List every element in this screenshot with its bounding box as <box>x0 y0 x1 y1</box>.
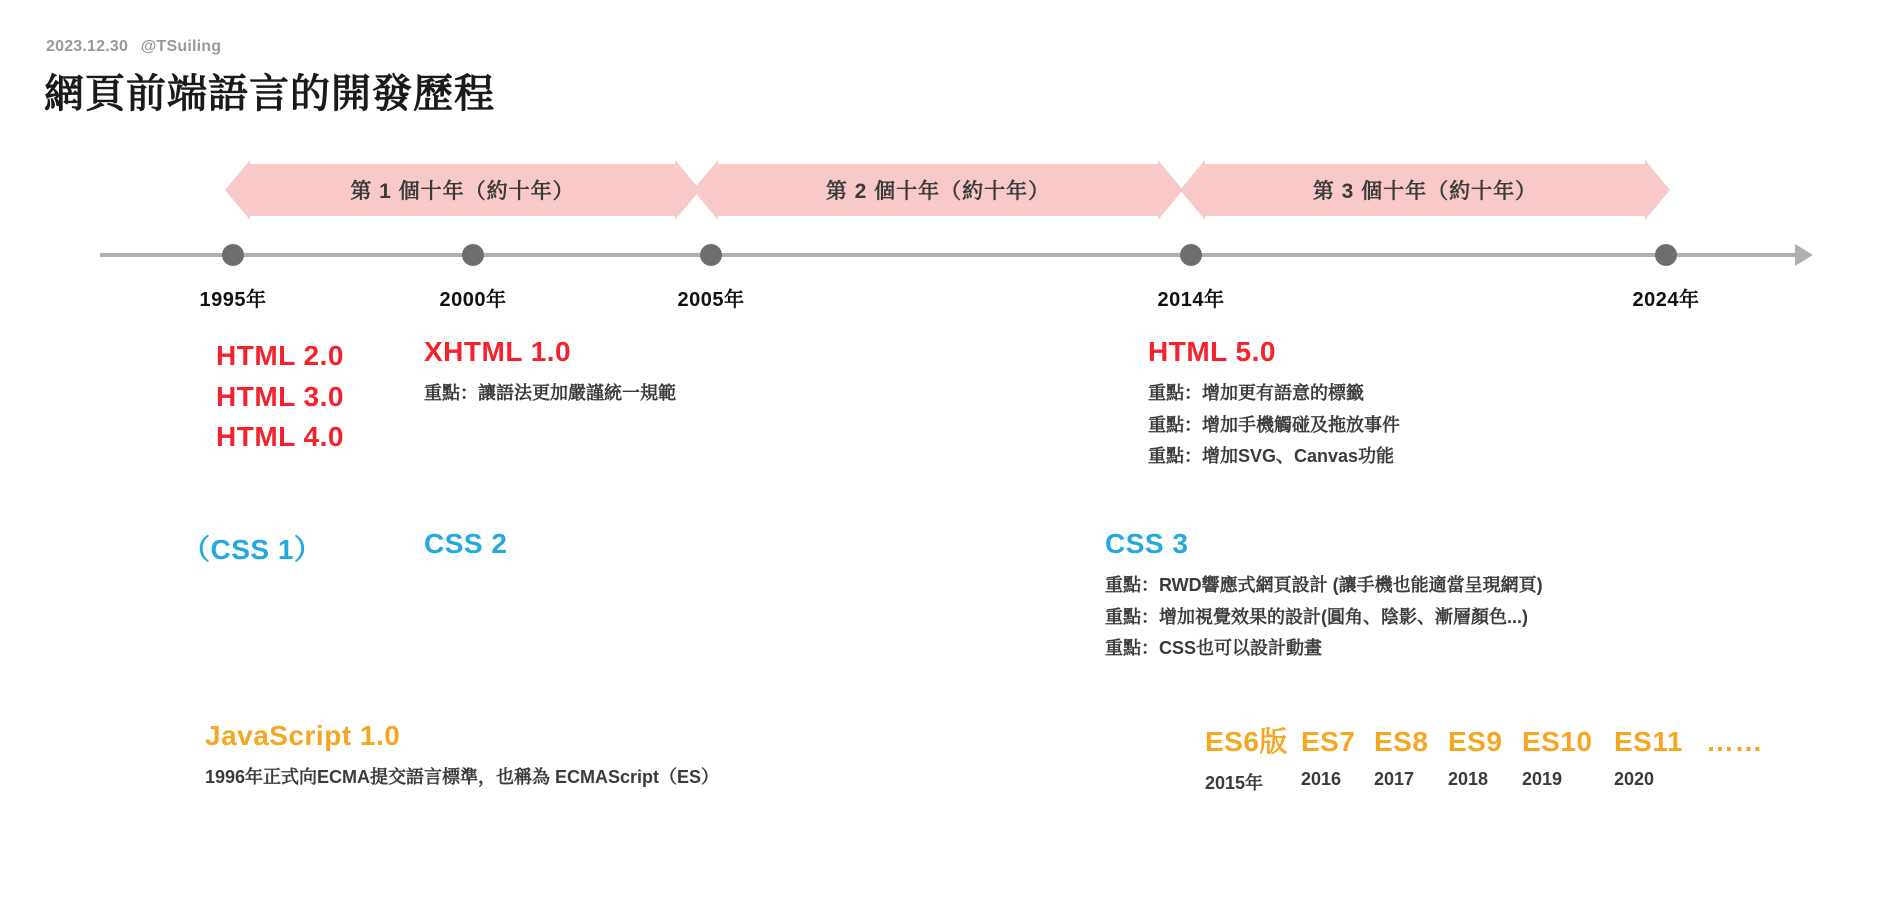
es-version-ellipsis: …… <box>1706 726 1763 757</box>
es-year-2019: 2019 <box>1522 769 1563 789</box>
es-version-es9: ES9 <box>1448 726 1503 757</box>
es-versions-row <box>1205 720 1763 760</box>
css3-note-3: 重點：CSS也可以設計動畫 <box>1105 638 1323 658</box>
timeline-label-1995: 1995年 <box>199 289 267 311</box>
timeline-arrow-icon <box>1795 244 1813 266</box>
decade-arrow-2-label: 第 2 個十年（約十年） <box>825 180 1051 203</box>
page-title: 網頁前端語言的開發歷程 <box>44 72 495 116</box>
css3-note-2: 重點：增加視覺效果的設計(圓角、陰影、漸層顏色...) <box>1105 606 1528 627</box>
timeline-label-2024: 2024年 <box>1632 289 1700 311</box>
decade-arrow-1-label: 第 1 個十年（約十年） <box>350 180 575 203</box>
css1-block <box>182 528 322 578</box>
es-year-2016: 2016 <box>1301 769 1342 789</box>
html-version-line-1: HTML 2.0 <box>216 340 344 371</box>
es-years-row <box>1205 769 1763 795</box>
publish-date: 2023.12.30 <box>46 38 129 55</box>
es-version-es10: ES10 <box>1522 726 1593 757</box>
es-year-2018: 2018 <box>1448 769 1489 789</box>
timeline-label-2000: 2000年 <box>439 289 507 311</box>
timeline-dot-1995 <box>222 244 244 266</box>
html5-title: HTML 5.0 <box>1148 336 1276 367</box>
decade-arrow-1 <box>250 164 675 216</box>
xhtml-note: 重點：讓語法更加嚴謹統一規範 <box>424 383 676 403</box>
css2-title: CSS 2 <box>424 528 508 559</box>
timeline-dot-2005 <box>700 244 722 266</box>
es-year-2017: 2017 <box>1374 769 1415 789</box>
meta-line <box>46 38 221 56</box>
es-version-es11: ES11 <box>1614 726 1683 757</box>
html5-note-1: 重點：增加更有語意的標籤 <box>1148 383 1364 403</box>
css3-title: CSS 3 <box>1105 528 1189 559</box>
html-version-line-3: HTML 4.0 <box>216 421 344 453</box>
decade-arrow-2 <box>718 164 1158 216</box>
html5-note-2: 重點：增加手機觸碰及拖放事件 <box>1148 414 1400 435</box>
es-versions-block <box>1205 720 1763 795</box>
html-version-line-2: HTML 3.0 <box>216 380 344 412</box>
decade-arrow-3 <box>1205 164 1645 216</box>
css2-block <box>424 528 507 570</box>
timeline-dot-2000 <box>462 244 484 266</box>
javascript-note: 1996年正式向ECMA提交語言標準，也稱為 ECMAScript（ES） <box>205 767 720 787</box>
xhtml-title: XHTML 1.0 <box>424 336 572 367</box>
timeline-axis <box>100 253 1800 257</box>
css1-title: （CSS 1） <box>182 534 323 565</box>
es-year-2020: 2020 <box>1614 769 1655 789</box>
timeline-dot-2024 <box>1655 244 1677 266</box>
css3-note-1: 重點：RWD響應式網頁設計 (讓手機也能適當呈現網頁) <box>1105 575 1543 595</box>
html-versions-1995 <box>170 336 390 458</box>
css3-block <box>1105 528 1543 665</box>
javascript-title: JavaScript 1.0 <box>205 720 401 751</box>
es-version-es6: ES6版 <box>1205 726 1288 757</box>
author-handle: @TSuiling <box>140 38 222 55</box>
timeline-label-2014: 2014年 <box>1157 289 1225 311</box>
timeline-dot-2014 <box>1180 244 1202 266</box>
xhtml-block-2000 <box>424 336 676 410</box>
es-year-2015: 2015年 <box>1205 773 1264 793</box>
html5-note-3: 重點：增加SVG、Canvas功能 <box>1148 446 1395 466</box>
decade-arrow-3-label: 第 3 個十年（約十年） <box>1312 180 1538 203</box>
javascript-block <box>205 720 719 794</box>
html5-block-2014 <box>1148 336 1400 473</box>
es-version-es7: ES7 <box>1301 726 1356 757</box>
timeline-label-2005: 2005年 <box>677 289 745 311</box>
es-version-es8: ES8 <box>1374 726 1429 757</box>
